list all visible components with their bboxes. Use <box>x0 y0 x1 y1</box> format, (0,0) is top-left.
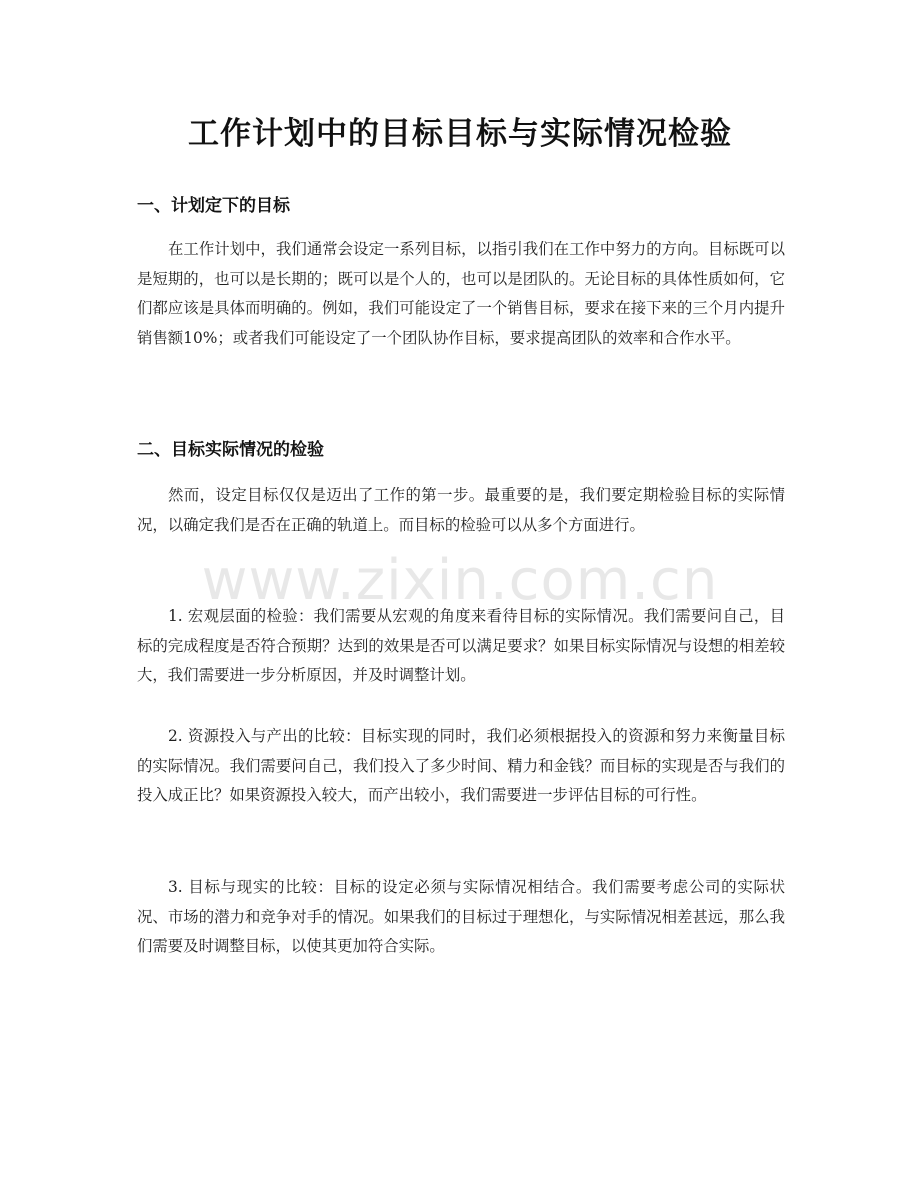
list-item-paragraph: 2. 资源投入与产出的比较：目标实现的同时，我们必须根据投入的资源和努力来衡量目标的实际情况。我们需要问自己，我们投入了多少时间、精力和金钱？而目标的实现是否与我们的投入成正比？如果资源投入较大，而产出较小，我们需要进一步评估目标的可行性。 <box>137 727 785 804</box>
section-heading-1: 一、计划定下的目标 <box>137 196 290 216</box>
paragraph: 在工作计划中，我们通常会设定一系列目标，以指引我们在工作中努力的方向。目标既可以是短期的，也可以是长期的；既可以是个人的，也可以是团队的。无论目标的具体性质如何，它们都应该是具体而明确的。例如，我们可能设定了一个销售目标，要求在接下来的三个月内提升销售额10%；或者我们可能设定了一个团队协作目标，要求提高团队的效率和合作水平。 <box>137 240 785 347</box>
document-title: 工作计划中的目标目标与实际情况检验 <box>188 116 732 152</box>
paragraph: 然而，设定目标仅仅是迈出了工作的第一步。最重要的是，我们要定期检验目标的实际情况，以确定我们是否在正确的轨道上。而目标的检验可以从多个方面进行。 <box>137 486 785 534</box>
section-heading-2: 二、目标实际情况的检验 <box>137 440 324 460</box>
list-item-paragraph: 1. 宏观层面的检验：我们需要从宏观的角度来看待目标的实际情况。我们需要问自己，目标的完成程度是否符合预期？达到的效果是否可以满足要求？如果目标实际情况与设想的相差较大，我们需要进一步分析原因，并及时调整计划。 <box>137 607 785 684</box>
list-item-paragraph: 3. 目标与现实的比较：目标的设定必须与实际情况相结合。我们需要考虑公司的实际状况、市场的潜力和竞争对手的情况。如果我们的目标过于理想化，与实际情况相差甚远，那么我们需要及时调整目标，以使其更加符合实际。 <box>137 878 785 955</box>
watermark-text: www.zixin.com.cn <box>201 548 719 613</box>
